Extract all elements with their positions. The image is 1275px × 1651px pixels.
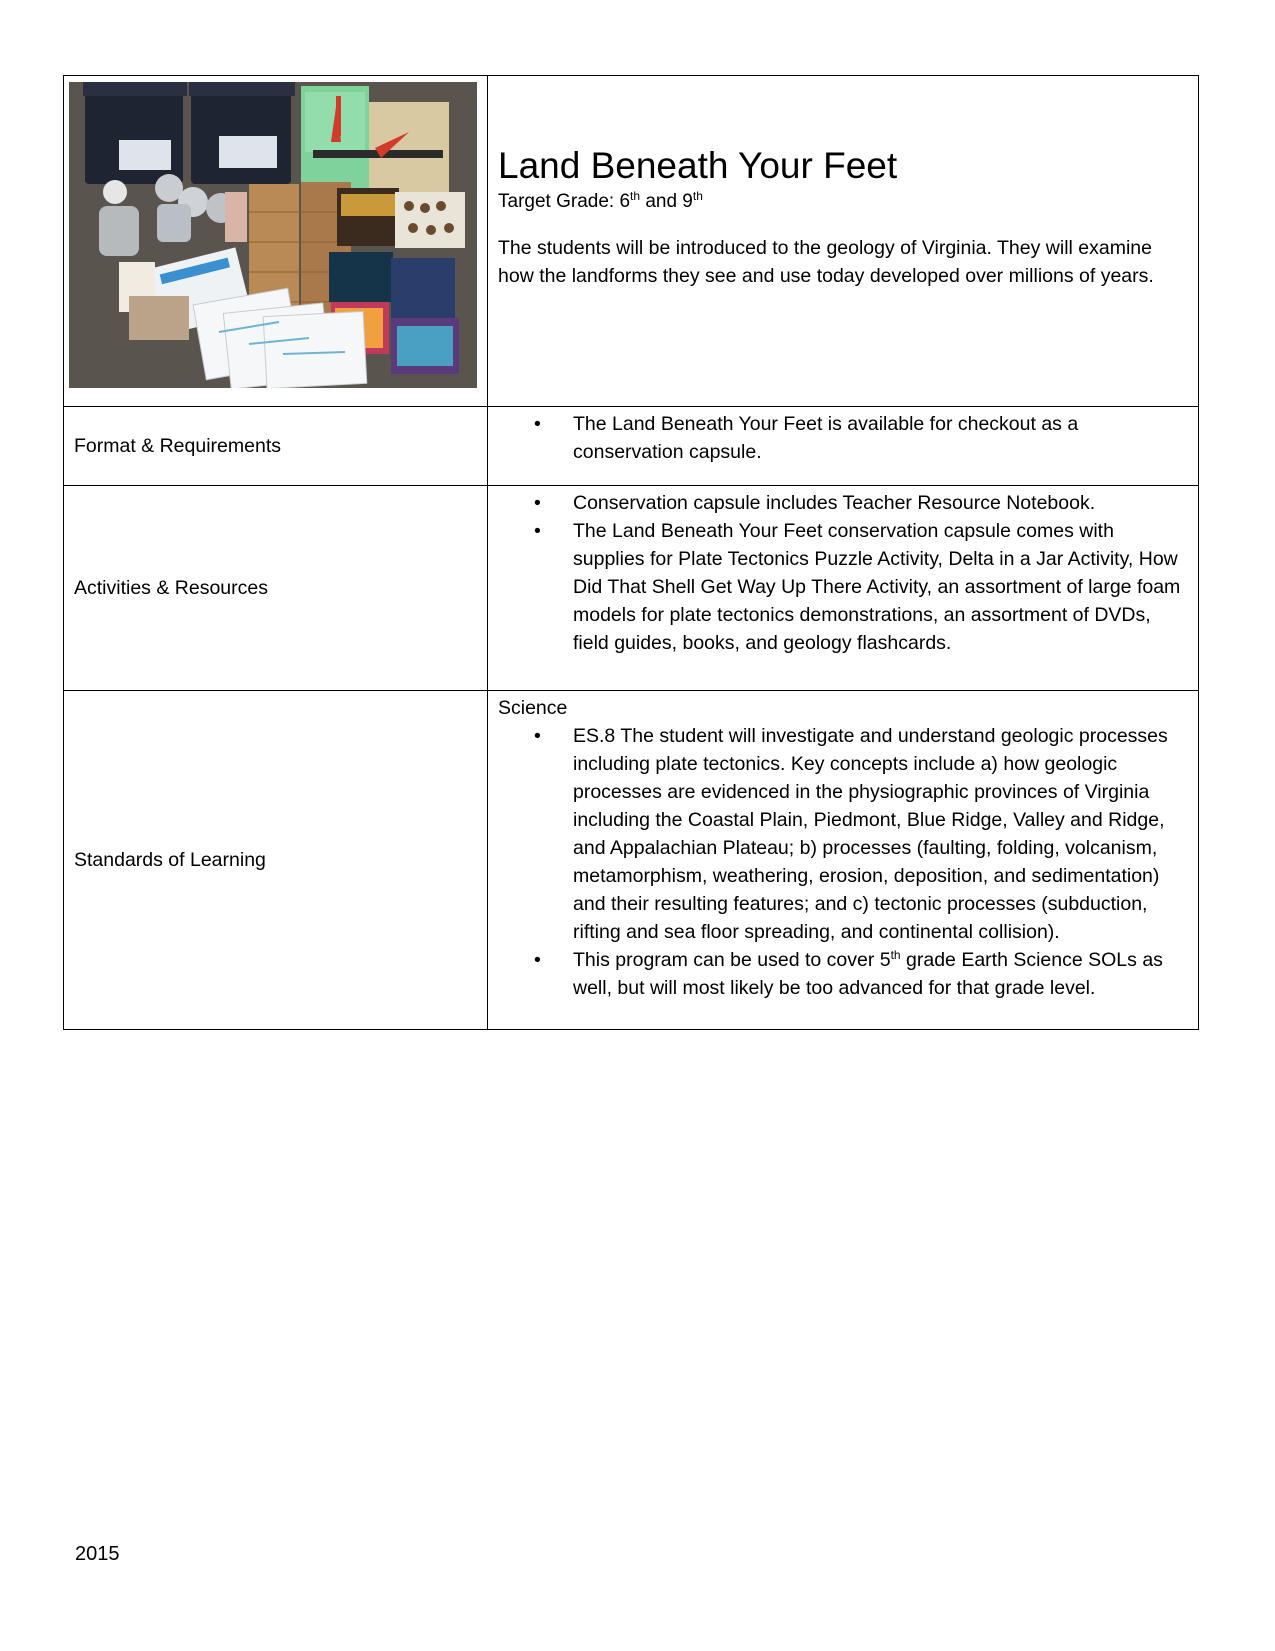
standards-label: Standards of Learning <box>74 849 266 871</box>
standards-label-cell <box>64 691 488 1030</box>
bullet-glyph: • <box>534 492 541 514</box>
list-item: • ES.8 The student will investigate and understand geologic processes including plate tectonics. Key concepts include a) how geologic processes are evidenced in the physiographic provinces of Virginia including the Coastal Plain, Piedmont, Blue Ridge, Valley and Ridge, and Appalachian Plateau; b) processes (faulting, folding, volcanism, metamorphism, weathering, erosion, deposition, and sedimentation) and their resulting features; and c) tectonic processes (subduction, rifting and sea floor spreading, and continental collision). <box>498 722 1188 946</box>
bullet-glyph: • <box>534 725 541 747</box>
activities-list <box>498 489 1188 657</box>
activities-label: Activities & Resources <box>74 577 268 599</box>
bullet-glyph: • <box>534 520 541 542</box>
format-list <box>498 410 1188 466</box>
intro-cell <box>488 76 1199 407</box>
program-title: Land Beneath Your Feet <box>498 145 898 186</box>
format-row <box>64 407 1199 486</box>
header-row <box>64 76 1199 407</box>
format-label-cell <box>64 407 488 486</box>
bullet-glyph: • <box>534 413 541 435</box>
list-item: • The Land Beneath Your Feet is available for checkout as a conservation capsule. <box>498 410 1188 466</box>
subject-heading: Science <box>498 697 568 719</box>
target-grade: Target Grade: 6th and 9th <box>498 189 703 212</box>
capsule-supplies-photo <box>69 82 477 388</box>
list-item: • The Land Beneath Your Feet conservation capsule comes with supplies for Plate Tectonics Puzzle Activity, Delta in a Jar Activity, How Did That Shell Get Way Up There Activity, an assortment of large foam models for plate tectonics demonstrations, an assortment of DVDs, field guides, books, and geology flashcards. <box>498 517 1188 657</box>
photo-cell <box>64 76 488 407</box>
activities-body-cell <box>488 486 1199 691</box>
list-item: • This program can be used to cover 5th grade Earth Science SOLs as well, but will most likely be too advanced for that grade level. <box>534 948 1163 999</box>
format-body-cell <box>488 407 1199 486</box>
footer-year: 2015 <box>75 1543 120 1565</box>
program-description: The students will be introduced to the geology of Virginia. They will examine how the landforms they see and use today developed over millions of years. <box>498 237 1154 287</box>
list-item: • Conservation capsule includes Teacher Resource Notebook. <box>498 489 1188 517</box>
format-label: Format & Requirements <box>74 435 281 457</box>
bullet-glyph: • <box>534 949 541 971</box>
activities-label-cell <box>64 486 488 691</box>
standards-row <box>64 691 1199 1030</box>
program-info-table <box>63 75 1199 1030</box>
standards-body-cell <box>488 691 1199 1030</box>
standards-list <box>498 722 1188 1002</box>
activities-row <box>64 486 1199 691</box>
